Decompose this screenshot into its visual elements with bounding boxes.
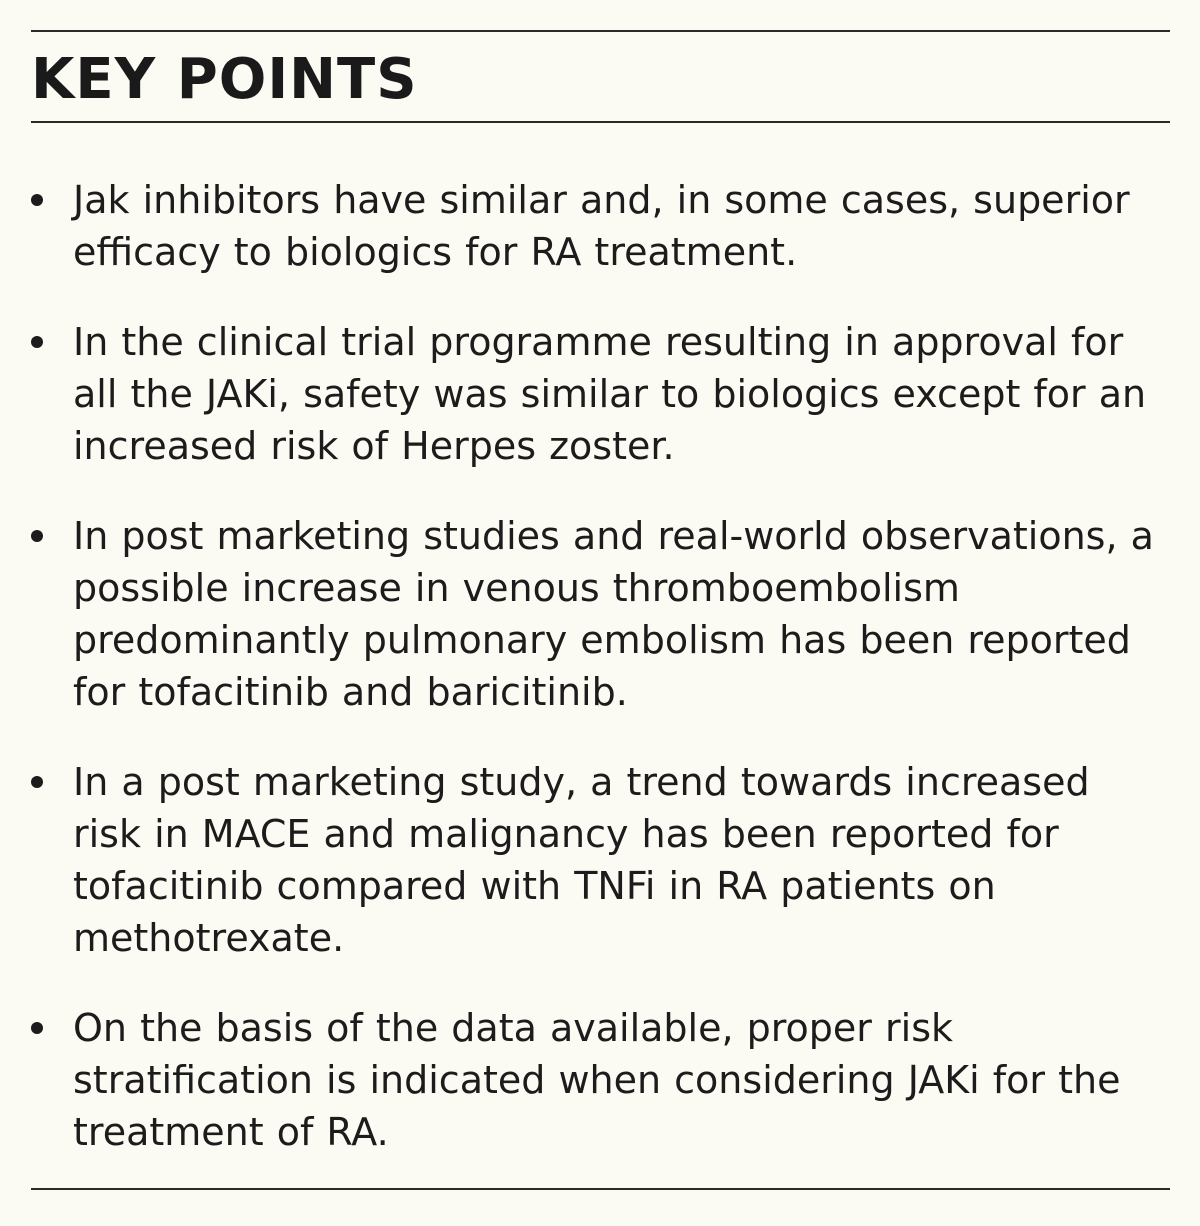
bullet-icon xyxy=(31,194,43,206)
key-point-text: On the basis of the data available, proper risk stratification is indicated when considering JAKi for the treatment of RA. xyxy=(73,1006,1121,1154)
key-point-item xyxy=(31,174,1170,278)
key-points-list xyxy=(31,174,1170,1196)
key-point-item xyxy=(31,1002,1170,1158)
key-point-item xyxy=(31,316,1170,472)
bullet-icon xyxy=(31,776,43,788)
key-point-item xyxy=(31,756,1170,964)
key-point-item xyxy=(31,510,1170,718)
key-point-text: In the clinical trial programme resulting in approval for all the JAKi, safety was similar to biologics except for an increased risk of Herpes zoster. xyxy=(73,320,1147,468)
key-points-heading: KEY POINTS xyxy=(31,47,418,112)
bullet-icon xyxy=(31,1022,43,1034)
top-divider xyxy=(31,30,1170,32)
heading-divider xyxy=(31,121,1170,123)
bullet-icon xyxy=(31,336,43,348)
key-point-text: Jak inhibitors have similar and, in some cases, superior efficacy to biologics for RA treatment. xyxy=(73,178,1130,274)
key-points-box xyxy=(31,0,1170,1226)
bullet-icon xyxy=(31,530,43,542)
bottom-divider xyxy=(31,1188,1170,1190)
key-point-text: In a post marketing study, a trend towards increased risk in MACE and malignancy has been reported for tofacitinib compared with TNFi in RA patients on methotrexate. xyxy=(73,760,1090,960)
key-point-text: In post marketing studies and real-world observations, a possible increase in venous thromboembolism predominantly pulmonary embolism has been reported for tofacitinib and baricitinib. xyxy=(73,514,1154,714)
